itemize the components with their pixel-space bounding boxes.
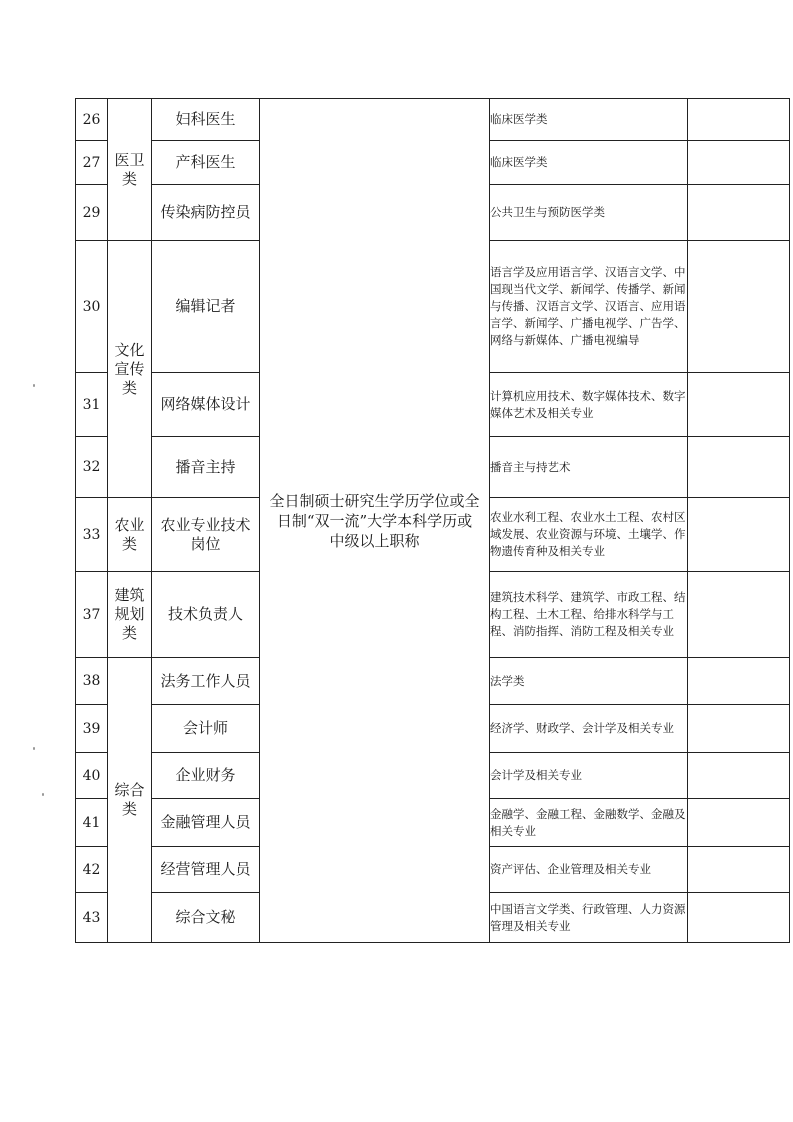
table-row: [76, 99, 790, 141]
position-cell: 播音主持: [152, 437, 260, 498]
major-cell: 播音主与持艺术: [490, 437, 688, 498]
scan-speck: [33, 384, 35, 387]
major-cell: 计算机应用技术、数字媒体技术、数字媒体艺术及相关专业: [490, 373, 688, 437]
major-cell: 公共卫生与预防医学类: [490, 185, 688, 241]
blank-cell: [688, 572, 790, 658]
position-cell: [152, 498, 260, 572]
blank-cell: [688, 241, 790, 373]
major-cell: 资产评估、企业管理及相关专业: [490, 847, 688, 893]
row-number: 37: [76, 572, 108, 658]
major-cell: 法学类: [490, 658, 688, 705]
major-cell: 语言学及应用语言学、汉语言文学、中国现当代文学、新闻学、传播学、新闻与传播、汉语言文学、汉语言、应用语言学、新闻学、广播电视学、广告学、网络与新媒体、广播电视编导: [490, 241, 688, 373]
position-cell: 技术负责人: [152, 572, 260, 658]
major-cell: 中国语言文学类、行政管理、人力资源管理及相关专业: [490, 893, 688, 943]
positions-table: [75, 98, 790, 943]
position-cell: 经营管理人员: [152, 847, 260, 893]
position-cell: 金融管理人员: [152, 799, 260, 847]
category-cell: [108, 572, 152, 658]
major-cell: 临床医学类: [490, 141, 688, 185]
major-cell: 农业水利工程、农业水土工程、农村区域发展、农业资源与环境、土壤学、作物遗传育种及相关专业: [490, 498, 688, 572]
category-cell: [108, 658, 152, 943]
major-cell: 建筑技术科学、建筑学、市政工程、结构工程、土木工程、给排水科学与工程、消防指挥、消防工程及相关专业: [490, 572, 688, 658]
row-number: 33: [76, 498, 108, 572]
scan-speck: [33, 747, 35, 750]
category-cell: [108, 99, 152, 241]
blank-cell: [688, 753, 790, 799]
row-number: 42: [76, 847, 108, 893]
blank-cell: [688, 141, 790, 185]
blank-cell: [688, 498, 790, 572]
position-cell: 网络媒体设计: [152, 373, 260, 437]
category-label: 建筑规划类: [114, 586, 145, 642]
row-number: 38: [76, 658, 108, 705]
major-cell: 金融学、金融工程、金融数学、金融及相关专业: [490, 799, 688, 847]
requirement-cell: [260, 99, 490, 943]
position-cell: 传染病防控员: [152, 185, 260, 241]
category-cell: [108, 498, 152, 572]
blank-cell: [688, 373, 790, 437]
category-label: 文化宣传类: [114, 340, 145, 397]
row-number: 26: [76, 99, 108, 141]
row-number: 40: [76, 753, 108, 799]
row-number: 30: [76, 241, 108, 373]
blank-cell: [688, 847, 790, 893]
row-number: 43: [76, 893, 108, 943]
row-number: 32: [76, 437, 108, 498]
blank-cell: [688, 658, 790, 705]
blank-cell: [688, 437, 790, 498]
position-cell: 企业财务: [152, 753, 260, 799]
row-number: 29: [76, 185, 108, 241]
row-number: 41: [76, 799, 108, 847]
row-number: 31: [76, 373, 108, 437]
category-label: 综合类: [114, 781, 145, 818]
position-label: 农业专业技术岗位: [160, 515, 251, 553]
row-number: 27: [76, 141, 108, 185]
position-cell: 妇科医生: [152, 99, 260, 141]
major-cell: 临床医学类: [490, 99, 688, 141]
category-label: 农业类: [114, 515, 145, 553]
requirement-text: 全日制硕士研究生学历学位或全日制“双一流”大学本科学历或中级以上职称: [269, 491, 480, 550]
category-label: 医卫类: [114, 150, 145, 188]
blank-cell: [688, 705, 790, 753]
blank-cell: [688, 893, 790, 943]
position-cell: 法务工作人员: [152, 658, 260, 705]
major-cell: 经济学、财政学、会计学及相关专业: [490, 705, 688, 753]
position-cell: 会计师: [152, 705, 260, 753]
position-cell: 编辑记者: [152, 241, 260, 373]
major-cell: 会计学及相关专业: [490, 753, 688, 799]
category-cell: [108, 241, 152, 498]
row-number: 39: [76, 705, 108, 753]
blank-cell: [688, 99, 790, 141]
scan-speck: [42, 793, 44, 796]
position-cell: 产科医生: [152, 141, 260, 185]
position-cell: 综合文秘: [152, 893, 260, 943]
blank-cell: [688, 185, 790, 241]
blank-cell: [688, 799, 790, 847]
